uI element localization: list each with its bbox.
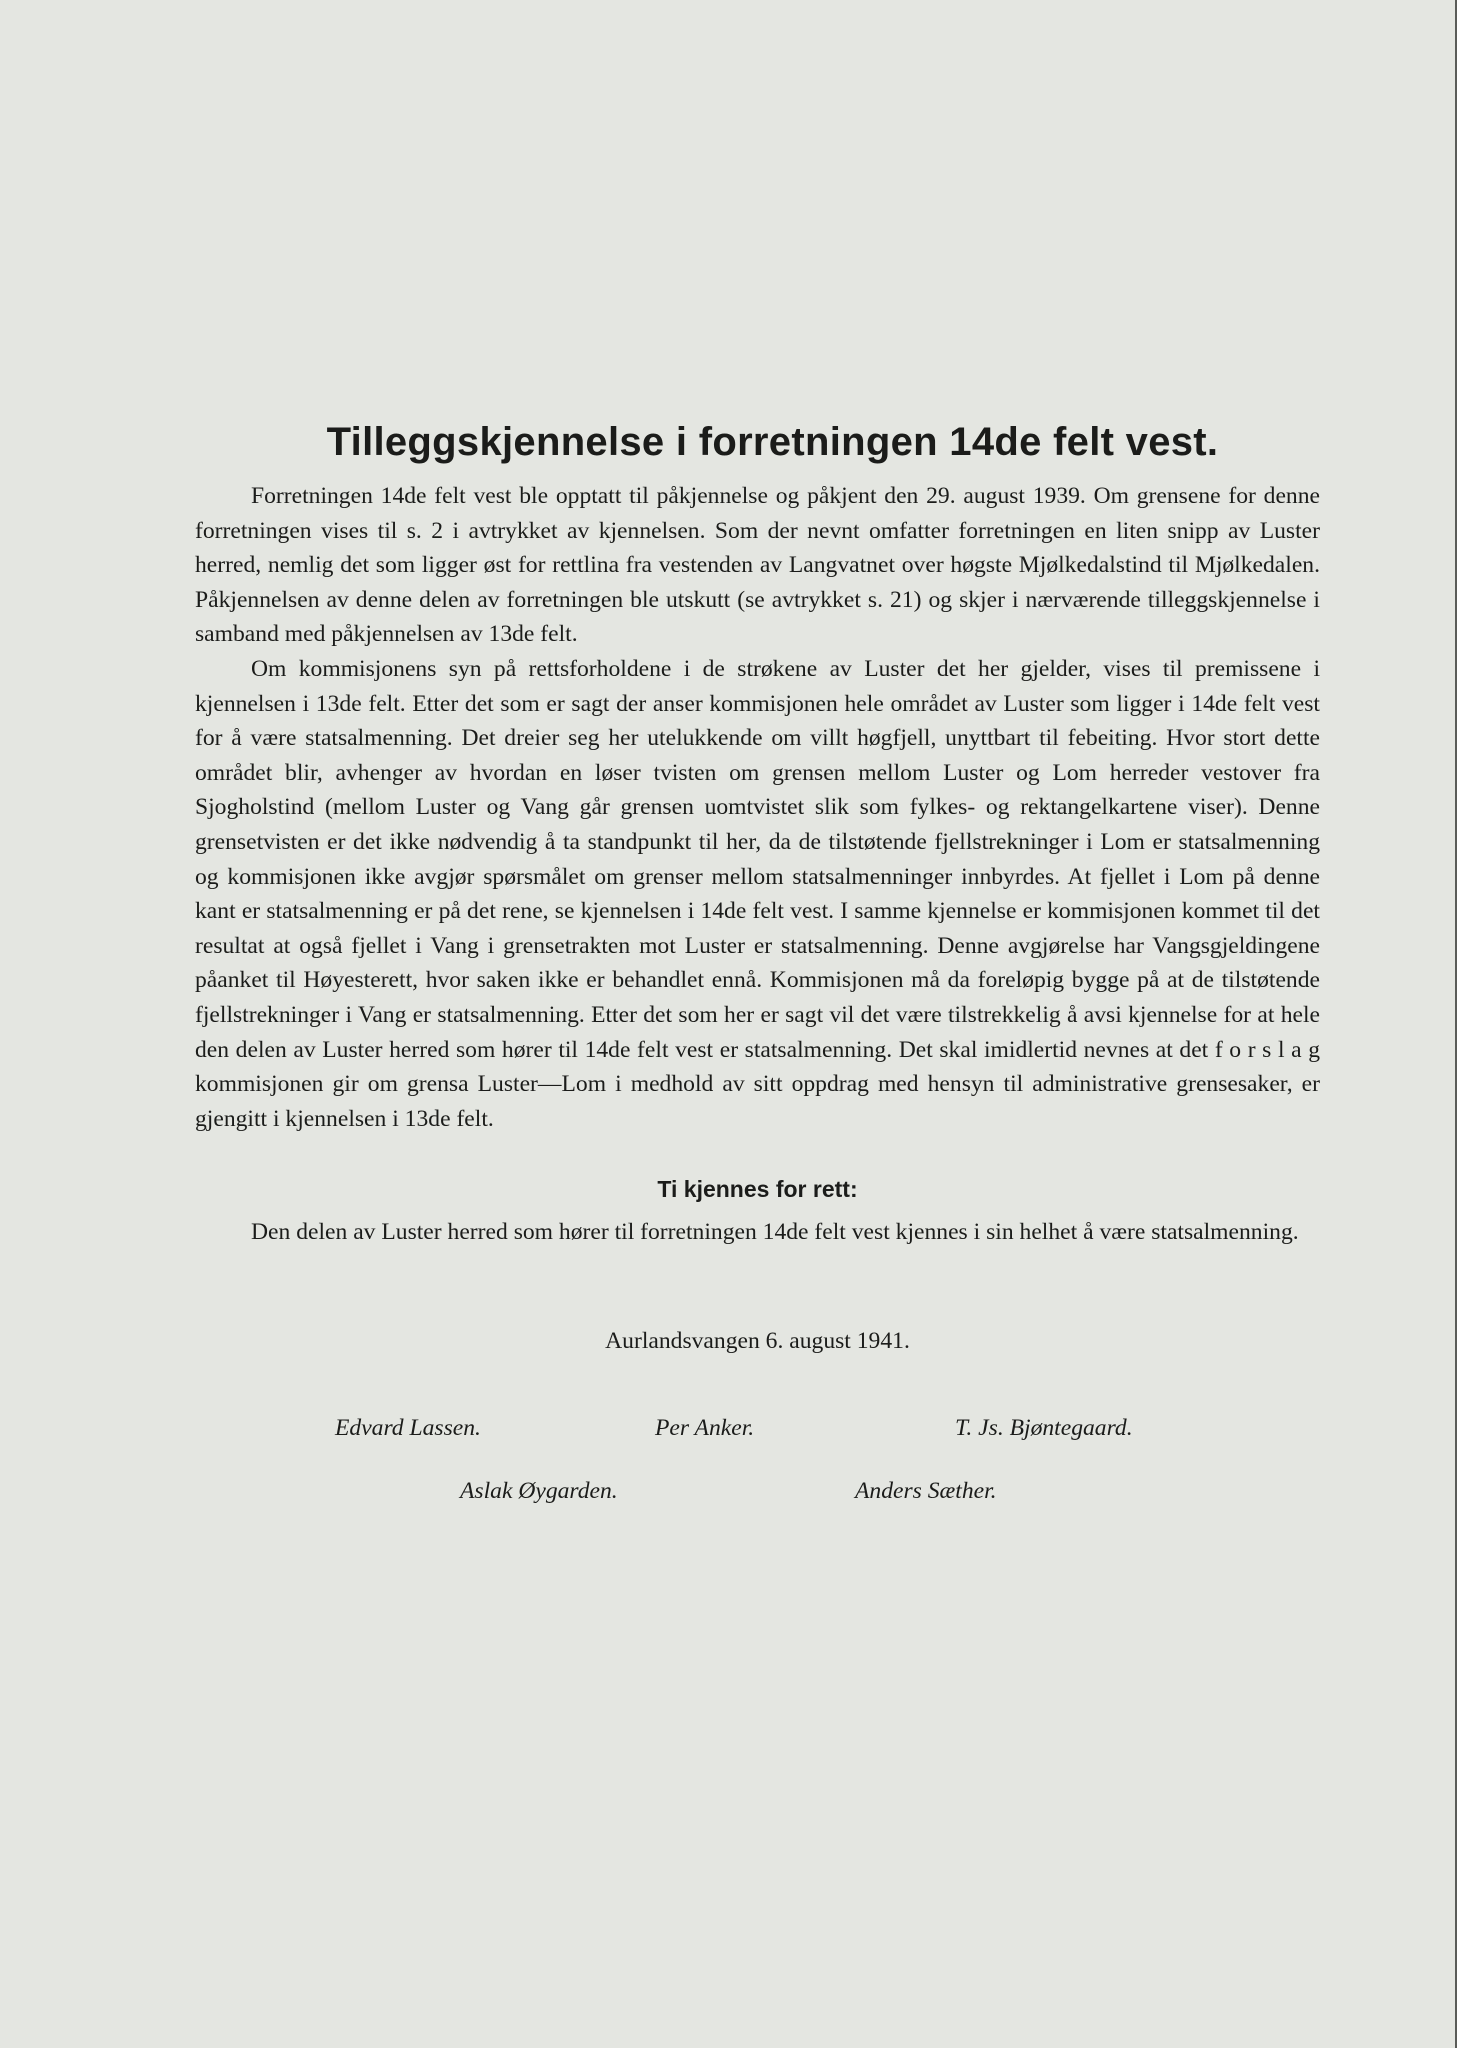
signature: Per Anker. [655, 1414, 755, 1441]
paragraph-intro: Forretningen 14de felt vest ble opptatt til påkjennelse og påkjent den 29. august 1939. Om grensene for denne forretningen vises til s. 2 i avtrykket av kjennelsen. Som der nevnt omfatter forretningen en liten snipp av Luster herred, nemlig det som ligger øst for rettlina fra vestenden av Langvatnet over høgste Mjølkedalstind til Mjølkedalen. Påkjennelsen av denne delen av forretningen ble utskutt (se avtrykket s. 21) og skjer i nærværende tilleggskjennelse i samband med påkjennelsen av 13de felt. [195, 483, 1320, 648]
signature: Edvard Lassen. [335, 1414, 481, 1441]
ruling-text: Den delen av Luster herred som hører til forretningen 14de felt vest kjennes i sin helhet å være statsalmenning. [251, 1219, 1299, 1246]
signatures-block [195, 1415, 1320, 1545]
page-edge [1455, 0, 1475, 2048]
document-body [195, 420, 1320, 1545]
paragraph-reasoning: Om kommisjonens syn på rettsforholdene i de strøkene av Luster det her gjelder, vises til premissene i kjennelsen i 13de felt. Etter det som er sagt der anser kommisjonen hele området av Luster som ligger i 14de felt vest for å være statsalmenning. Det dreier seg her utelukkende om villt høgfjell, unyttbart til febeiting. Hvor stort dette området blir, avhenger av hvordan en løser tvisten om grensen mellom Luster og Lom herreder vestover fra Sjogholstind (mellom Luster og Vang går grensen uomtvistet slik som fylkes- og rektangelkartene viser). Denne grensetvisten er det ikke nødvendig å ta standpunkt til her, da de tilstøtende fjellstrekninger i Lom er statsalmenning og kommisjonen ikke avgjør spørsmålet om grenser mellom statsalmenninger innbyrdes. At fjellet i Lom på denne kant er statsalmenning er på det rene, se kjennelsen i 14de felt vest. I samme kjennelse er kommisjonen kommet til det resultat at også fjellet i Vang i grensetrakten mot Luster er statsalmenning. Denne avgjørelse har Vangsgjeldingene påanket til Høyesterett, hvor saken ikke er behandlet ennå. Kommisjonen må da foreløpig bygge på at de tilstøtende fjellstrekninger i Vang er statsalmenning. Etter det som her er sagt vil det være tilstrekkelig å avsi kjennelse for at hele den delen av Luster herred som hører til 14de felt vest er statsalmenning. Det skal imidlertid nevnes at det f o r s l a g kommisjonen gir om grensa Luster—Lom i medhold av sitt oppdrag med hensyn til administrative grensesaker, er gjengitt i kjennelsen i 13de felt. [195, 655, 1320, 1132]
document-title: Tilleggskjennelse i forretningen 14de felt vest. [326, 420, 1219, 464]
ruling-heading: Ti kjennes for rett: [657, 1176, 858, 1203]
signature: Aslak Øygarden. [460, 1477, 618, 1504]
signature: Anders Sæther. [855, 1477, 997, 1504]
place-date: Aurlandsvangen 6. august 1941. [605, 1327, 910, 1354]
signature: T. Js. Bjøntegaard. [955, 1414, 1133, 1441]
